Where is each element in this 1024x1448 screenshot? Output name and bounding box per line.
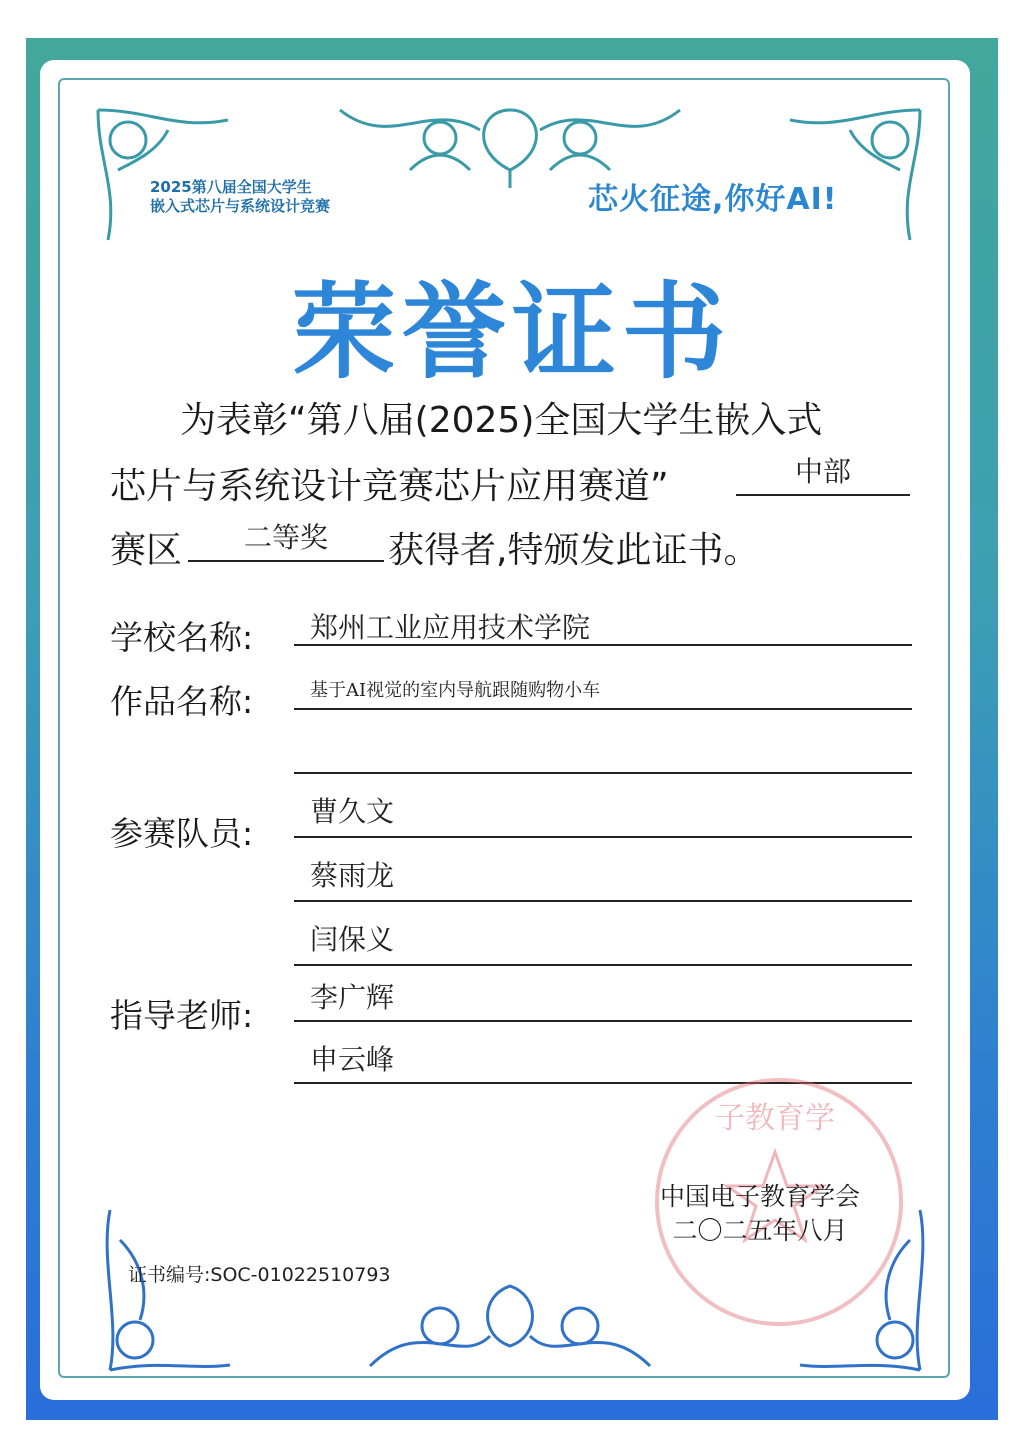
issue-date: 二〇二五年八月 xyxy=(672,1216,848,1245)
work-label: 作品名称: xyxy=(110,682,254,721)
member-2: 蔡雨龙 xyxy=(294,854,912,902)
citation-line1: 为表彰“第八届(2025)全国大学生嵌入式 xyxy=(180,400,823,441)
school-field: 郑州工业应用技术学院 xyxy=(294,606,912,646)
bottom-left-corner-ornament xyxy=(90,1200,240,1380)
work-field-blank-line xyxy=(294,740,912,774)
citation-line3-suffix: 获得者,特颁发此证书。 xyxy=(388,530,760,571)
work-field: 基于AI视觉的室内导航跟随购物小车 xyxy=(294,676,912,710)
seal-text: 子教育学 xyxy=(715,1101,835,1136)
competition-name xyxy=(150,178,410,216)
slogan: 芯火征途,你好AI! xyxy=(588,182,838,217)
advisor-1: 李广辉 xyxy=(294,976,912,1022)
certificate-title: 荣誉证书 xyxy=(291,270,732,393)
region-field: 中部 xyxy=(736,450,910,496)
members-label: 参赛队员: xyxy=(110,814,254,853)
citation-line3-prefix: 赛区 xyxy=(110,530,183,571)
issuer-block xyxy=(640,1180,880,1248)
competition-name-line2: 嵌入式芯片与系统设计竞赛 xyxy=(150,197,331,215)
member-3: 闫保义 xyxy=(294,918,912,966)
certificate-number: 证书编号:SOC-01022510793 xyxy=(128,1264,391,1286)
bottom-center-ornament xyxy=(360,1276,660,1376)
issuer-name: 中国电子教育学会 xyxy=(659,1182,860,1211)
top-left-corner-ornament xyxy=(88,100,238,250)
award-field: 二等奖 xyxy=(188,516,384,562)
competition-name-line1: 2025第八届全国大学生 xyxy=(150,178,312,196)
member-1: 曹久文 xyxy=(294,790,912,838)
citation-line2: 芯片与系统设计竞赛芯片应用赛道” xyxy=(110,466,669,507)
school-label: 学校名称: xyxy=(110,618,254,657)
advisor-2: 申云峰 xyxy=(294,1038,912,1084)
advisors-label: 指导老师: xyxy=(110,996,254,1035)
